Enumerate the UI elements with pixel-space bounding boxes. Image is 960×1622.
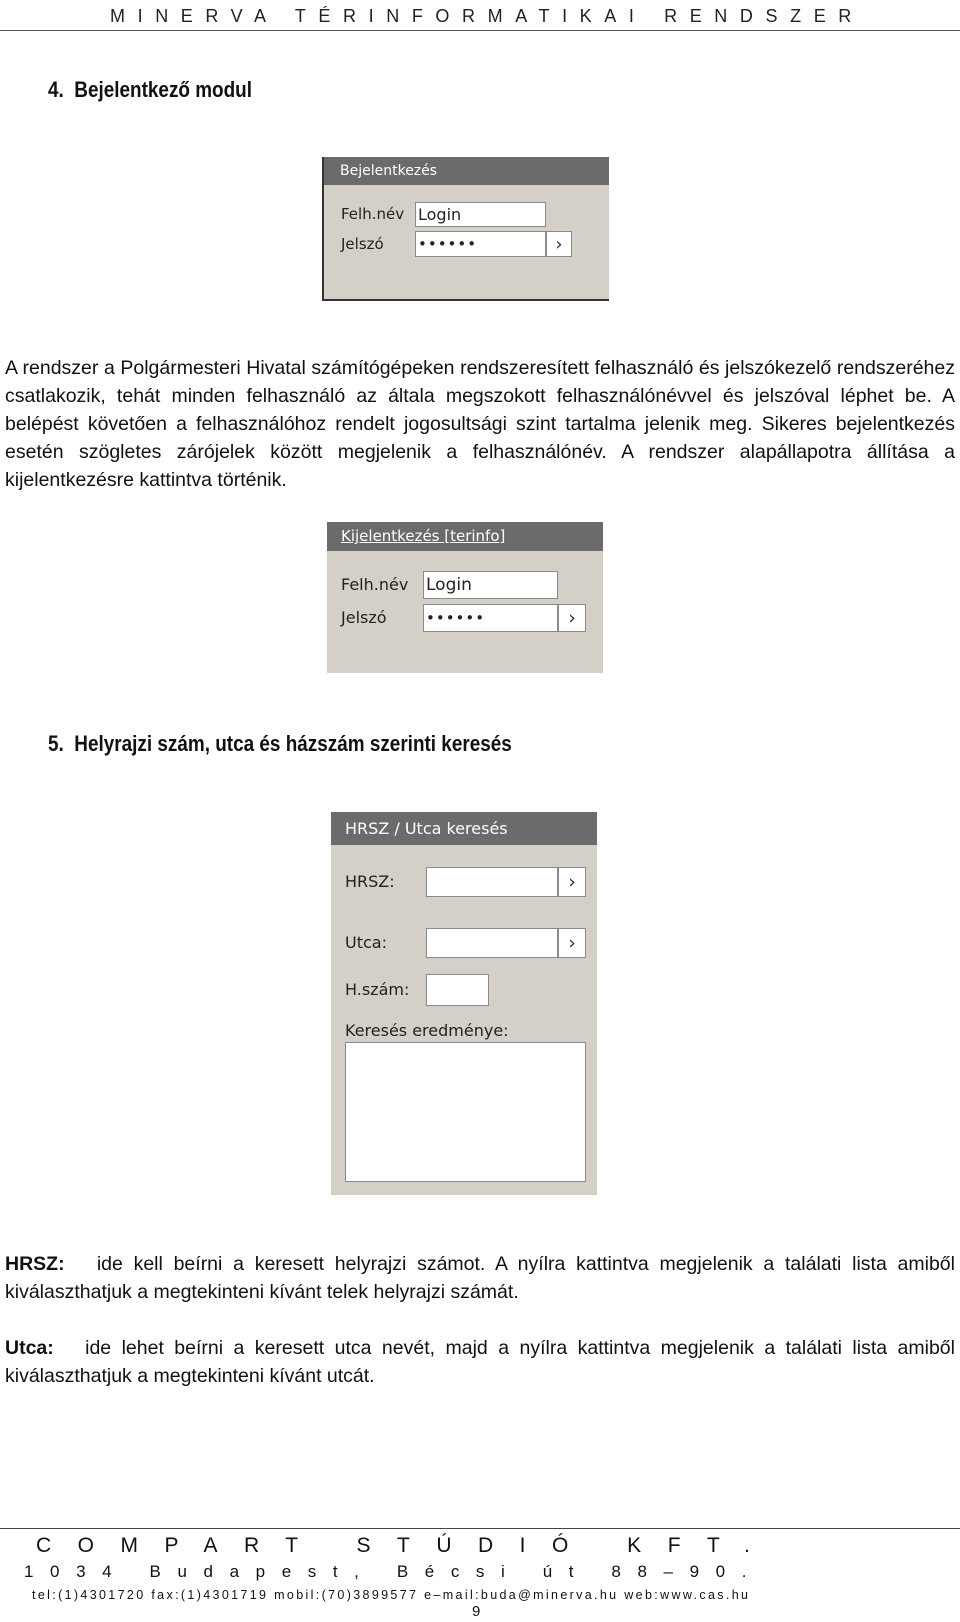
hrsz-search-button[interactable] bbox=[558, 867, 586, 897]
logout-username-input[interactable]: Login bbox=[423, 571, 558, 599]
utca-description bbox=[5, 1334, 955, 1390]
search-panel bbox=[331, 812, 597, 1195]
login-username-label: Felh.név bbox=[341, 205, 405, 223]
hrsz-description bbox=[5, 1250, 955, 1306]
hrsz-label: HRSZ: bbox=[345, 872, 395, 891]
hrsz-term: HRSZ: bbox=[5, 1253, 65, 1275]
section-4-number: 4. bbox=[48, 77, 64, 102]
logout-password-input[interactable]: •••••• bbox=[423, 604, 558, 632]
chevron-right-icon: › bbox=[568, 932, 576, 954]
logout-submit-button[interactable] bbox=[558, 604, 586, 632]
login-description: A rendszer a Polgármesteri Hivatal számítógépeken rendszeresített felhasználó és jelszókezelő rendszeréhez csatlakozik, tehát minden felhasználó az általa megszokott felhasználónévvel és jelszóval léphet be. A belépést követően a felhasználóhoz rendelt jogosultsági szint tartalma jelenik meg. Sikeres bejelentkezés esetén szögletes zárójelek között megjelenik a felhasználónév. A rendszer alapállapotra állítása a kijelentkezésre kattintva történik. bbox=[5, 357, 955, 491]
section-4-heading bbox=[48, 77, 252, 103]
search-panel-title: HRSZ / Utca keresés bbox=[331, 812, 597, 845]
login-submit-button[interactable] bbox=[546, 231, 572, 257]
login-username-input[interactable]: Login bbox=[415, 202, 546, 227]
login-panel bbox=[322, 157, 609, 301]
hrsz-input[interactable] bbox=[426, 867, 558, 897]
footer-address: 1034 Budapest, Bécsi út 88–90. bbox=[24, 1562, 764, 1581]
utca-input[interactable] bbox=[426, 928, 558, 958]
login-password-input[interactable]: •••••• bbox=[415, 231, 546, 257]
utca-text: ide lehet beírni a keresett utca nevét, majd a nyílra kattintva megjelenik a találati lista amiből kiválaszthatjuk a megtekinteni kívánt utcát. bbox=[5, 1337, 955, 1387]
section-5-number: 5. bbox=[48, 731, 64, 756]
results-list[interactable] bbox=[345, 1042, 586, 1182]
chevron-right-icon: › bbox=[568, 871, 576, 893]
chevron-right-icon: › bbox=[555, 233, 563, 255]
footer-company: COMPART STÚDIÓ KFT. bbox=[36, 1534, 777, 1557]
utca-label: Utca: bbox=[345, 933, 387, 952]
utca-search-button[interactable] bbox=[558, 928, 586, 958]
logout-username-label: Felh.név bbox=[341, 575, 409, 594]
header-rule bbox=[0, 30, 960, 31]
section-5-title: Helyrajzi szám, utca és házszám szerinti keresés bbox=[74, 731, 512, 756]
hszam-input[interactable] bbox=[426, 974, 489, 1006]
footer-contact: tel:(1)4301720 fax:(1)4301719 mobil:(70)3899577 e–mail:buda@minerva.hu web:www.cas.hu bbox=[32, 1588, 751, 1602]
section-4-title: Bejelentkező modul bbox=[74, 77, 252, 102]
utca-term: Utca: bbox=[5, 1337, 54, 1359]
logout-password-label: Jelszó bbox=[341, 608, 387, 627]
login-password-label: Jelszó bbox=[341, 235, 384, 253]
logout-link[interactable]: Kijelentkezés [terinfo] bbox=[327, 522, 603, 551]
login-panel-title: Bejelentkezés bbox=[324, 157, 609, 185]
logout-panel bbox=[327, 522, 603, 673]
results-label: Keresés eredménye: bbox=[345, 1021, 509, 1040]
header-title: MINERVA TÉRINFORMATIKAI RENDSZER bbox=[110, 6, 864, 26]
page-number: 9 bbox=[472, 1603, 481, 1620]
hrsz-text: ide kell beírni a keresett helyrajzi számot. A nyílra kattintva megjelenik a találati lista amiből kiválaszthatjuk a megtekinteni kívánt telek helyrajzi számát. bbox=[5, 1253, 955, 1303]
section-5-heading bbox=[48, 731, 512, 757]
footer-rule bbox=[0, 1528, 960, 1529]
chevron-right-icon: › bbox=[568, 607, 576, 629]
hszam-label: H.szám: bbox=[345, 980, 410, 999]
